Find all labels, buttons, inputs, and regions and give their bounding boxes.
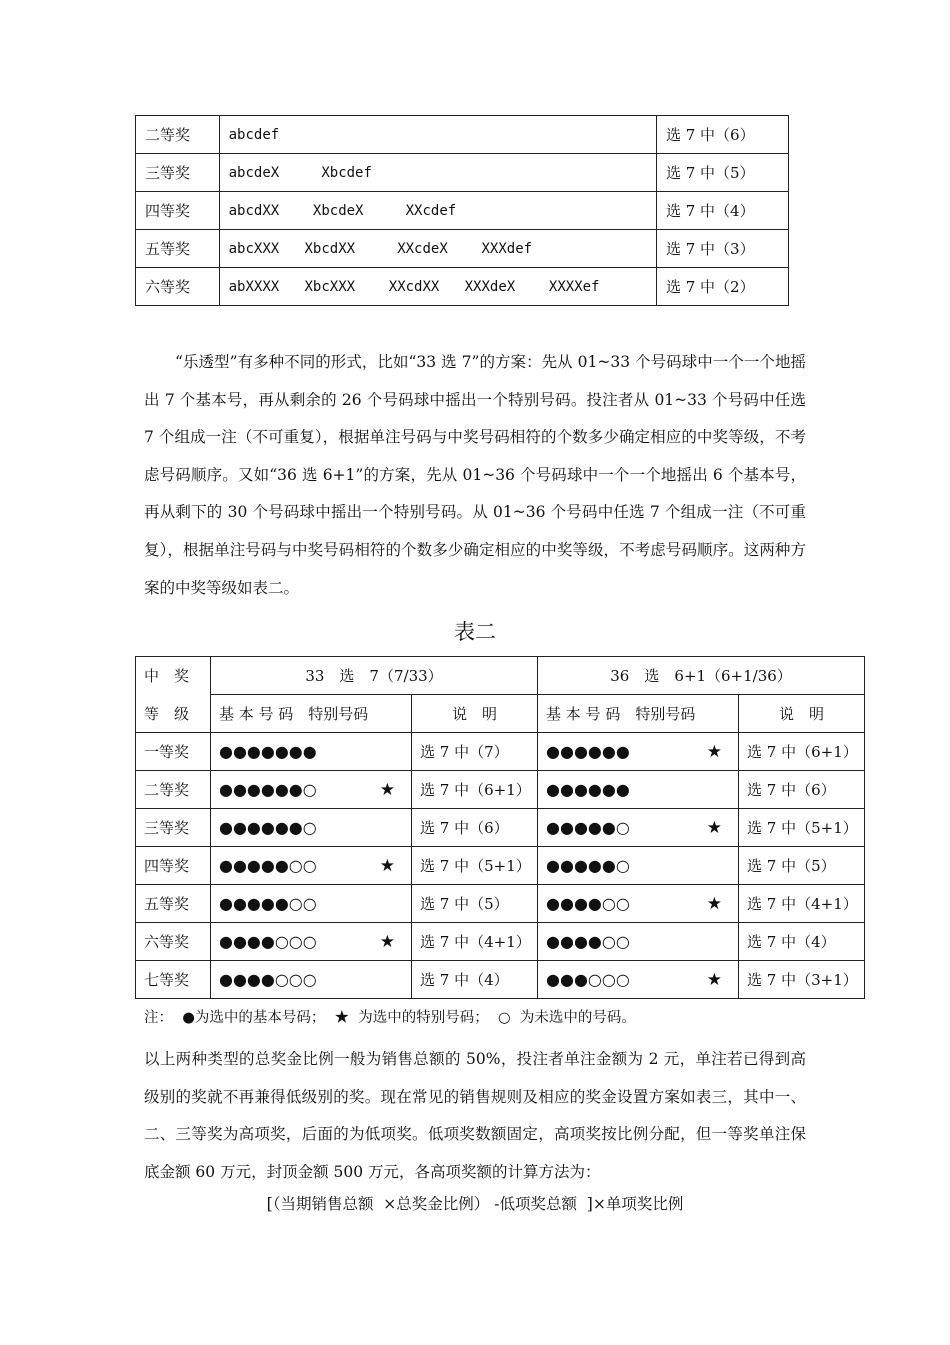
match-description: 选 7 中（6） (656, 116, 788, 154)
ball-markers: ●●●●●●○ (219, 818, 317, 837)
body-paragraph: “乐透型”有多种不同的形式，比如“33 选 7”的方案：先从 01~33 个号码球中一个一个地摇出 7 个基本号，再从剩余的 26 个号码球中摇出一个特别号码。投注者从 01~33 个号码中任选 7 个组成一注（不可重复），根据单注号码与中奖号码相符的个数多少确定相应的中奖等级，不考虑号码顺序。又如“36 选 6+1”的方案，先从 01~36 个号码球中一个一个地摇出 6 个基本号，再从剩下的 30 个号码球中摇出一个特别号码。从 01~36 个号码中任选 7 个组成一注（不可重复），根据单注号码与中奖号码相符的个数多少确定相应的中奖等级，不考虑号码顺序。这两种方案的中奖等级如表二。 (144, 353, 806, 597)
table-row (136, 885, 865, 923)
special-number-star-icon: ★ (706, 741, 723, 762)
table-row (136, 192, 789, 230)
prize-level-rows (136, 733, 865, 999)
body-paragraph: 以上两种类型的总奖金比例一般为销售总额的 50%，投注者单注金额为 2 元，单注若已得到高级别的奖就不再兼得低级别的奖。现在常见的销售规则及相应的奖金设置方案如表三，其中一、二、三等奖为高项奖，后面的为低项奖。低项奖数额固定，高项奖按比例分配，但一等奖单注保底金额 60 万元，封顶金额 500 万元，各高项奖额的计算方法为： (144, 1050, 806, 1181)
table-row (136, 923, 865, 961)
ball-markers: ●●●●●●● (219, 742, 317, 761)
table-header-row (136, 657, 865, 695)
ball-markers: ●●●●●○○ (219, 855, 317, 875)
ball-markers: ●●●○○○ (546, 969, 630, 989)
ball-markers: ●●●●●●○ (219, 779, 317, 799)
ball-markers: ●●●●○○ (546, 932, 630, 951)
match-description: 选 7 中（5+1） (739, 809, 865, 847)
special-number-star-icon: ★ (379, 779, 395, 800)
header-numbers: 基 本 号 码 特别号码 (211, 695, 412, 733)
match-description: 选 7 中（6+1） (739, 733, 865, 771)
table-row (136, 961, 865, 999)
prize-level: 二等奖 (136, 771, 211, 809)
match-description: 选 7 中（5+1） (412, 847, 538, 885)
match-patterns: abcdef (219, 116, 656, 154)
special-number-star-icon: ★ (379, 931, 395, 952)
header-desc: 说 明 (739, 695, 865, 733)
match-description: 选 7 中（6） (412, 809, 538, 847)
table-row (136, 116, 789, 154)
special-number-star-icon: ★ (706, 969, 723, 990)
ball-markers: ●●●●●● (546, 741, 630, 761)
ball-markers: ●●●●●○ (546, 856, 630, 875)
prize-level: 五等奖 (136, 230, 220, 268)
special-number-star-icon: ★ (706, 817, 723, 838)
special-number-star-icon: ★ (379, 855, 395, 876)
match-description: 选 7 中（2） (656, 268, 788, 306)
prize-level: 四等奖 (136, 847, 211, 885)
match-patterns: abcdXX XbcdeX XXcdef (219, 192, 656, 230)
number-pattern (211, 961, 412, 999)
table-row (136, 154, 789, 192)
match-patterns: abcXXX XbcdXX XXcdeX XXXdef (219, 230, 656, 268)
prize-level: 七等奖 (136, 961, 211, 999)
number-pattern (538, 809, 739, 847)
prize-level: 五等奖 (136, 885, 211, 923)
number-pattern (538, 771, 739, 809)
number-pattern (211, 847, 412, 885)
prize-level: 三等奖 (136, 154, 220, 192)
match-description: 选 7 中（4+1） (739, 885, 865, 923)
match-description: 选 7 中（4） (412, 961, 538, 999)
table-row (136, 809, 865, 847)
table-row (136, 268, 789, 306)
match-patterns: abXXXX XbcXXX XXcdXX XXXdeX XXXXef (219, 268, 656, 306)
header-level: 中 奖 (136, 657, 211, 695)
ball-markers: ●●●●○○○ (219, 970, 317, 989)
header-scheme-33: 33 选 7（7/33） (211, 657, 538, 695)
ball-markers: ●●●●○○ (546, 893, 630, 913)
header-level: 等 级 (136, 695, 211, 733)
table-title: 表二 (454, 620, 496, 644)
ball-markers: ●●●●●○○ (219, 894, 317, 913)
number-pattern (538, 961, 739, 999)
number-pattern (211, 771, 412, 809)
match-description: 选 7 中（4+1） (412, 923, 538, 961)
match-description: 选 7 中（3） (656, 230, 788, 268)
header-desc: 说 明 (412, 695, 538, 733)
match-description: 选 7 中（3+1） (739, 961, 865, 999)
number-pattern (211, 809, 412, 847)
prize-pattern-table (135, 115, 789, 306)
header-numbers: 基 本 号 码 特别号码 (538, 695, 739, 733)
table-note: 注： ●为选中的基本号码； ★ 为选中的特别号码； ○ 为未选中的号码。 (144, 1010, 636, 1026)
prize-level: 三等奖 (136, 809, 211, 847)
number-pattern (211, 923, 412, 961)
prize-level: 六等奖 (136, 268, 220, 306)
prize-level: 一等奖 (136, 733, 211, 771)
number-pattern (538, 923, 739, 961)
ball-markers: ●●●●●● (546, 780, 630, 799)
number-pattern (538, 885, 739, 923)
match-description: 选 7 中（5） (739, 847, 865, 885)
ball-markers: ●●●●○○○ (219, 931, 317, 951)
match-description: 选 7 中（7） (412, 733, 538, 771)
number-pattern (538, 733, 739, 771)
table-row (136, 733, 865, 771)
table-row (136, 847, 865, 885)
prize-level-table (135, 656, 865, 999)
table-row (136, 230, 789, 268)
table-header-row (136, 695, 865, 733)
match-patterns: abcdeX Xbcdef (219, 154, 656, 192)
match-description: 选 7 中（4） (656, 192, 788, 230)
prize-level: 四等奖 (136, 192, 220, 230)
match-description: 选 7 中（5） (412, 885, 538, 923)
number-pattern (211, 733, 412, 771)
match-description: 选 7 中（4） (739, 923, 865, 961)
match-description: 选 7 中（5） (656, 154, 788, 192)
number-pattern (538, 847, 739, 885)
prize-level: 二等奖 (136, 116, 220, 154)
formula: [（当期销售总额 ×总奖金比例） -低项奖总额 ]×单项奖比例 (266, 1195, 684, 1213)
prize-level: 六等奖 (136, 923, 211, 961)
number-pattern (211, 885, 412, 923)
ball-markers: ●●●●●○ (546, 817, 630, 837)
table-row (136, 771, 865, 809)
match-description: 选 7 中（6） (739, 771, 865, 809)
special-number-star-icon: ★ (706, 893, 723, 914)
header-scheme-36: 36 选 6+1（6+1/36） (538, 657, 865, 695)
match-description: 选 7 中（6+1） (412, 771, 538, 809)
